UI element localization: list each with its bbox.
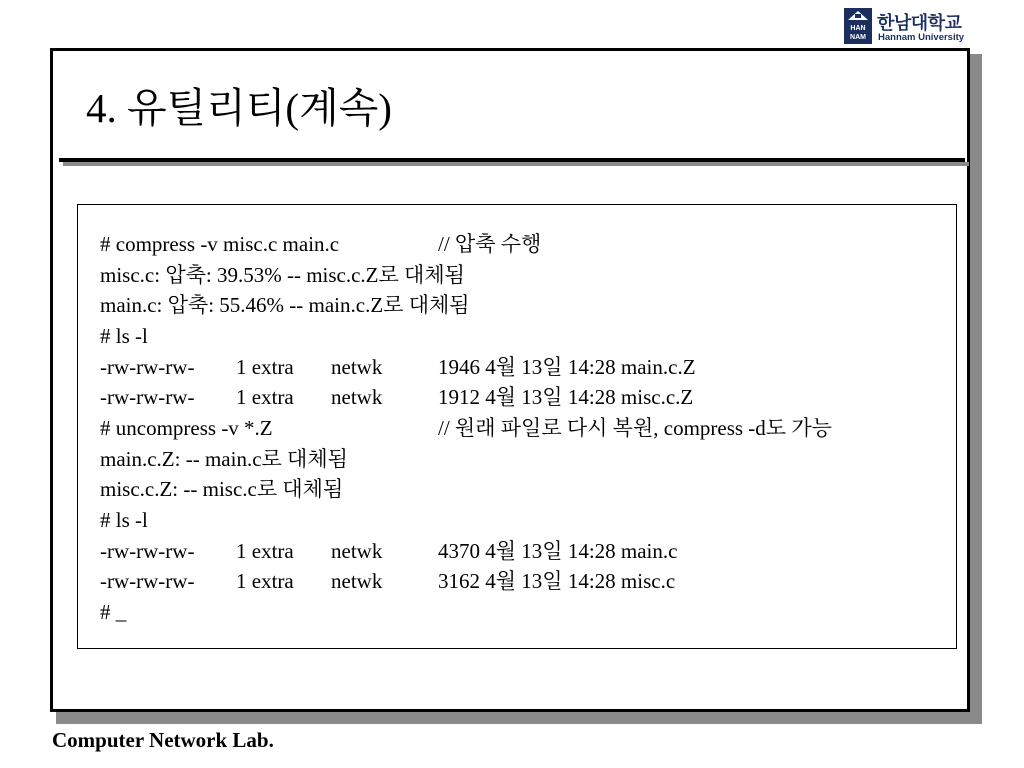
- output-text: misc.c: 압축: 39.53% -- misc.c.Z로 대체됨: [100, 263, 465, 287]
- svg-text:HAN: HAN: [850, 25, 866, 32]
- output-text: main.c: 압축: 55.46% -- main.c.Z로 대체됨: [100, 293, 470, 317]
- slide-title: 4. 유틸리티(계속): [86, 85, 392, 131]
- permissions: -rw-rw-rw-: [100, 355, 195, 379]
- file-details: 1946 4월 13일 14:28 main.c.Z: [438, 355, 696, 379]
- group: netwk: [331, 569, 383, 593]
- owner: 1 extra: [236, 355, 294, 379]
- output-text: misc.c.Z: -- misc.c로 대체됨: [100, 477, 344, 501]
- svg-text:NAM: NAM: [850, 34, 866, 41]
- title-rule: [59, 158, 965, 162]
- permissions: -rw-rw-rw-: [100, 569, 195, 593]
- command-text: # compress -v misc.c main.c: [100, 232, 340, 256]
- command-text: # ls -l: [100, 508, 148, 532]
- permissions: -rw-rw-rw-: [100, 539, 195, 563]
- owner: 1 extra: [236, 569, 294, 593]
- command-text: # uncompress -v *.Z: [100, 416, 273, 440]
- group: netwk: [331, 385, 383, 409]
- file-details: 1912 4월 13일 14:28 misc.c.Z: [438, 385, 694, 409]
- prompt-cursor: # _: [100, 600, 127, 624]
- permissions: -rw-rw-rw-: [100, 385, 195, 409]
- title-rule-shadow: [63, 162, 969, 166]
- comment-text: // 압축 수행: [438, 232, 542, 256]
- command-text: # ls -l: [100, 324, 148, 348]
- owner: 1 extra: [236, 539, 294, 563]
- group: netwk: [331, 539, 383, 563]
- university-emblem-icon: [844, 8, 872, 44]
- university-logo: [844, 8, 980, 44]
- file-details: 3162 4월 13일 14:28 misc.c: [438, 569, 676, 593]
- file-details: 4370 4월 13일 14:28 main.c: [438, 539, 678, 563]
- logo-korean-name: 한남대학교: [877, 13, 962, 34]
- output-text: main.c.Z: -- main.c로 대체됨: [100, 447, 348, 471]
- footer-lab-name: Computer Network Lab.: [52, 728, 274, 752]
- owner: 1 extra: [236, 385, 294, 409]
- group: netwk: [331, 355, 383, 379]
- comment-text: // 원래 파일로 다시 복원, compress -d도 가능: [438, 416, 832, 440]
- logo-english-name: Hannam University: [878, 32, 965, 43]
